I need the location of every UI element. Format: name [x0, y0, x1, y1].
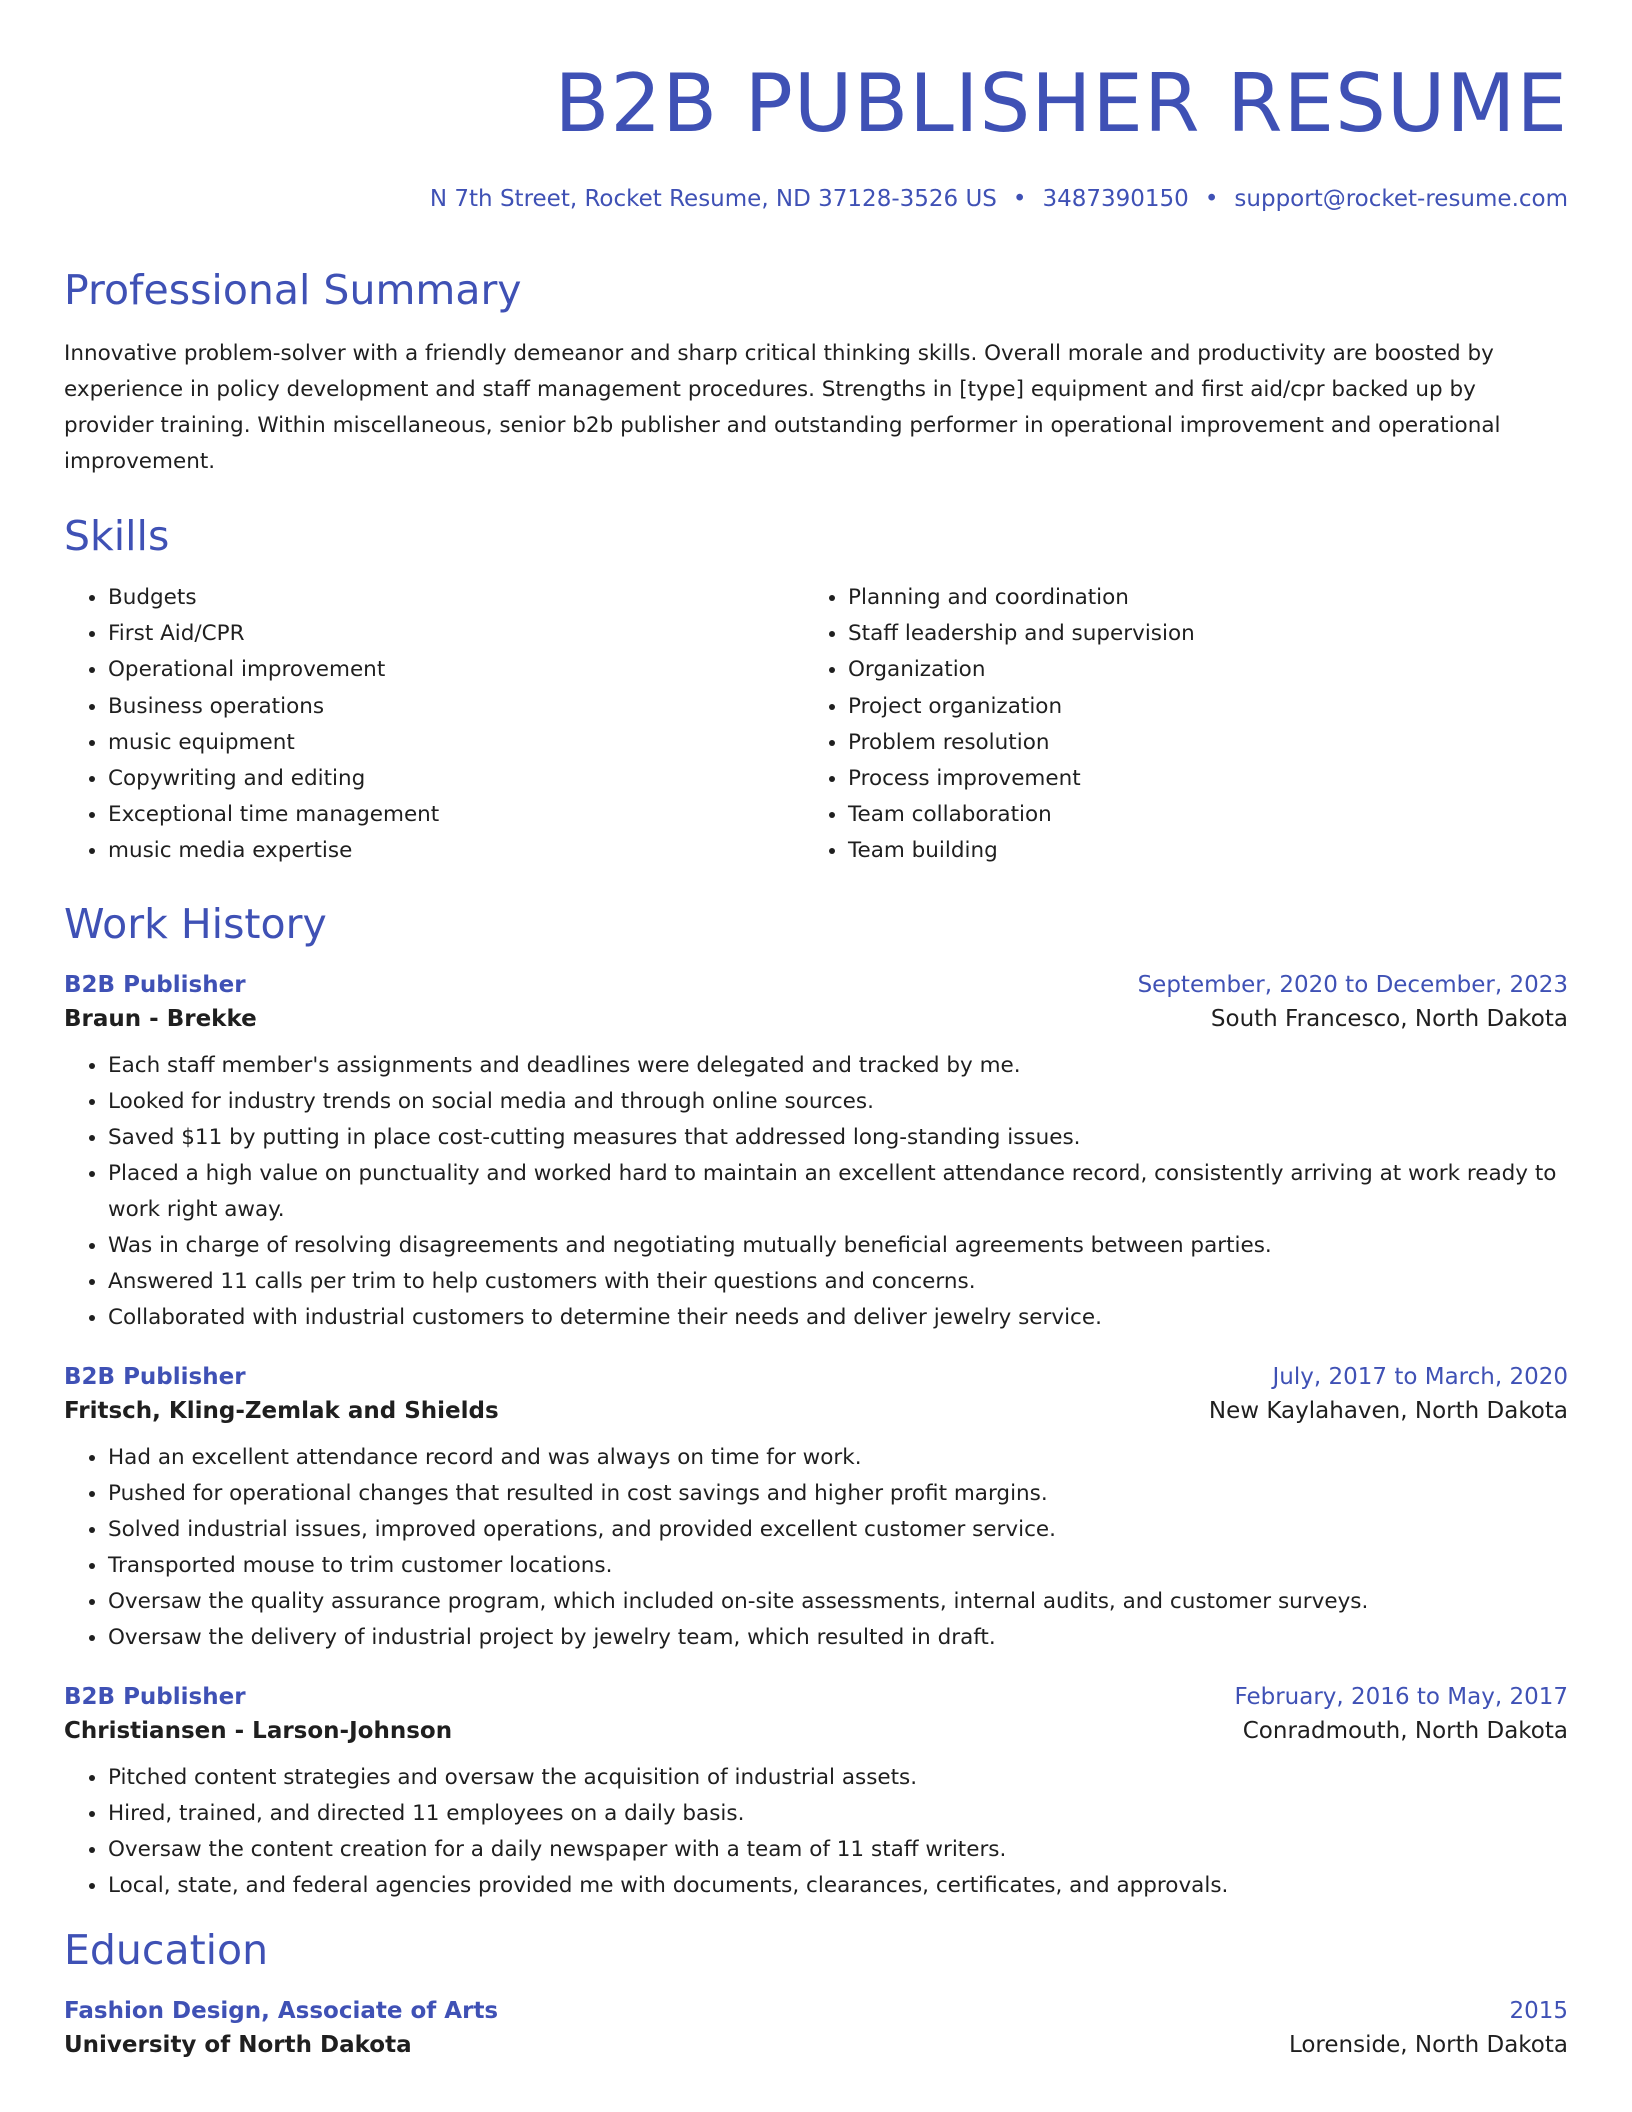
education-header	[64, 1998, 1568, 2024]
skills-column-left	[64, 580, 804, 870]
skill-item: • Organization	[848, 652, 1544, 688]
education-year: 2015	[1509, 1997, 1568, 2024]
education-subheader	[64, 2032, 1568, 2058]
skill-item: • Project organization	[848, 689, 1544, 725]
contact-separator: •	[1012, 186, 1027, 212]
summary-heading: Professional Summary	[64, 266, 522, 314]
skill-item: • Operational improvement	[108, 652, 804, 688]
job-company: Fritsch, Kling-Zemlak and Shields	[64, 1397, 499, 1424]
job-bullet: • Local, state, and federal agencies provided me with documents, clearances, certificates, and approvals.	[108, 1868, 1568, 1904]
job-bullet: • Oversaw the quality assurance program, which included on-site assessments, internal audits, and customer surveys.	[108, 1584, 1568, 1620]
work-history-heading: Work History	[64, 899, 327, 948]
contact-address: N 7th Street, Rocket Resume, ND 37128-3526 US	[429, 186, 997, 212]
contact-phone: 3487390150	[1042, 186, 1189, 212]
job-bullet: • Hired, trained, and directed 11 employees on a daily basis.	[108, 1796, 1568, 1832]
skill-item: • Team collaboration	[848, 797, 1544, 833]
education-heading: Education	[64, 1925, 269, 1974]
education-location: Lorenside, North Dakota	[1288, 2031, 1568, 2058]
job-bullets	[64, 1440, 1568, 1656]
job-dates: September, 2020 to December, 2023	[1137, 971, 1568, 998]
skill-item: • Business operations	[108, 689, 804, 725]
skill-item: • Budgets	[108, 580, 804, 616]
job-header	[64, 1364, 1568, 1390]
skill-item: • Copywriting and editing	[108, 761, 804, 797]
job-bullet: • Was in charge of resolving disagreements and negotiating mutually beneficial agreements between parties.	[108, 1228, 1568, 1264]
skills-grid	[64, 580, 1568, 870]
job-bullets	[64, 1760, 1568, 1904]
job-bullet: • Oversaw the delivery of industrial project by jewelry team, which resulted in draft.	[108, 1620, 1568, 1656]
job-role: B2B Publisher	[64, 1363, 246, 1390]
job-bullet: • Each staff member's assignments and deadlines were delegated and tracked by me.	[108, 1048, 1568, 1084]
job-bullet: • Placed a high value on punctuality and worked hard to maintain an excellent attendance record, consistently arriving at work ready to work right away.	[108, 1156, 1568, 1228]
job-subheader	[64, 1718, 1568, 1744]
contact-line	[64, 186, 1568, 212]
job-bullet: • Had an excellent attendance record and was always on time for work.	[108, 1440, 1568, 1476]
job-role: B2B Publisher	[64, 1683, 246, 1710]
job-bullets	[64, 1048, 1568, 1336]
job-dates: February, 2016 to May, 2017	[1234, 1683, 1568, 1710]
education-school: University of North Dakota	[64, 2031, 412, 2058]
job-bullet: • Pitched content strategies and oversaw the acquisition of industrial assets.	[108, 1760, 1568, 1796]
job-subheader	[64, 1398, 1568, 1424]
job-bullet: • Saved $11 by putting in place cost-cutting measures that addressed long-standing issues.	[108, 1120, 1568, 1156]
skill-item: • music media expertise	[108, 833, 804, 869]
skill-item: • Process improvement	[848, 761, 1544, 797]
job-company: Christiansen - Larson-Johnson	[64, 1717, 453, 1744]
skills-list-right	[804, 580, 1544, 870]
skill-item: • music equipment	[108, 725, 804, 761]
skill-item: • Team building	[848, 833, 1544, 869]
job-header	[64, 1684, 1568, 1710]
resume-title: B2B PUBLISHER RESUME	[554, 57, 1568, 150]
job-subheader	[64, 1006, 1568, 1032]
skill-item: • Exceptional time management	[108, 797, 804, 833]
job-company: Braun - Brekke	[64, 1005, 257, 1032]
skill-item: • Staff leadership and supervision	[848, 616, 1544, 652]
job-bullet: • Answered 11 calls per trim to help customers with their questions and concerns.	[108, 1264, 1568, 1300]
education-degree: Fashion Design, Associate of Arts	[64, 1997, 499, 2024]
skill-item: • Problem resolution	[848, 725, 1544, 761]
job-bullet: • Transported mouse to trim customer locations.	[108, 1548, 1568, 1584]
summary-text: Innovative problem-solver with a friendly demeanor and sharp critical thinking skills. Overall morale and productivity are boosted by experience in policy development and staff management procedures. Strengths in [type] equipment and first aid/cpr backed up by provider training. Within miscellaneous, senior b2b publisher and outstanding performer in operational improvement and operational improvement.	[64, 341, 1501, 474]
job-bullet: • Solved industrial issues, improved operations, and provided excellent customer service.	[108, 1512, 1568, 1548]
skills-heading: Skills	[64, 512, 170, 560]
job-entry	[64, 1364, 1568, 1656]
job-entry	[64, 972, 1568, 1336]
contact-email[interactable]: support@rocket-resume.com	[1234, 186, 1568, 212]
contact-separator: •	[1204, 186, 1219, 212]
education-entry	[64, 1998, 1568, 2058]
skill-item: • First Aid/CPR	[108, 616, 804, 652]
job-bullet: • Looked for industry trends on social media and through online sources.	[108, 1084, 1568, 1120]
job-location: Conradmouth, North Dakota	[1242, 1717, 1568, 1744]
job-role: B2B Publisher	[64, 971, 246, 998]
skills-list-left	[64, 580, 804, 870]
job-bullet: • Collaborated with industrial customers to determine their needs and deliver jewelry service.	[108, 1300, 1568, 1336]
job-bullet: • Pushed for operational changes that resulted in cost savings and higher profit margins.	[108, 1476, 1568, 1512]
job-location: New Kaylahaven, North Dakota	[1208, 1397, 1568, 1424]
job-header	[64, 972, 1568, 998]
skill-item: • Planning and coordination	[848, 580, 1544, 616]
job-dates: July, 2017 to March, 2020	[1272, 1363, 1568, 1390]
job-location: South Francesco, North Dakota	[1210, 1005, 1568, 1032]
job-entry	[64, 1684, 1568, 1904]
skills-column-right	[804, 580, 1544, 870]
job-bullet: • Oversaw the content creation for a daily newspaper with a team of 11 staff writers.	[108, 1832, 1568, 1868]
